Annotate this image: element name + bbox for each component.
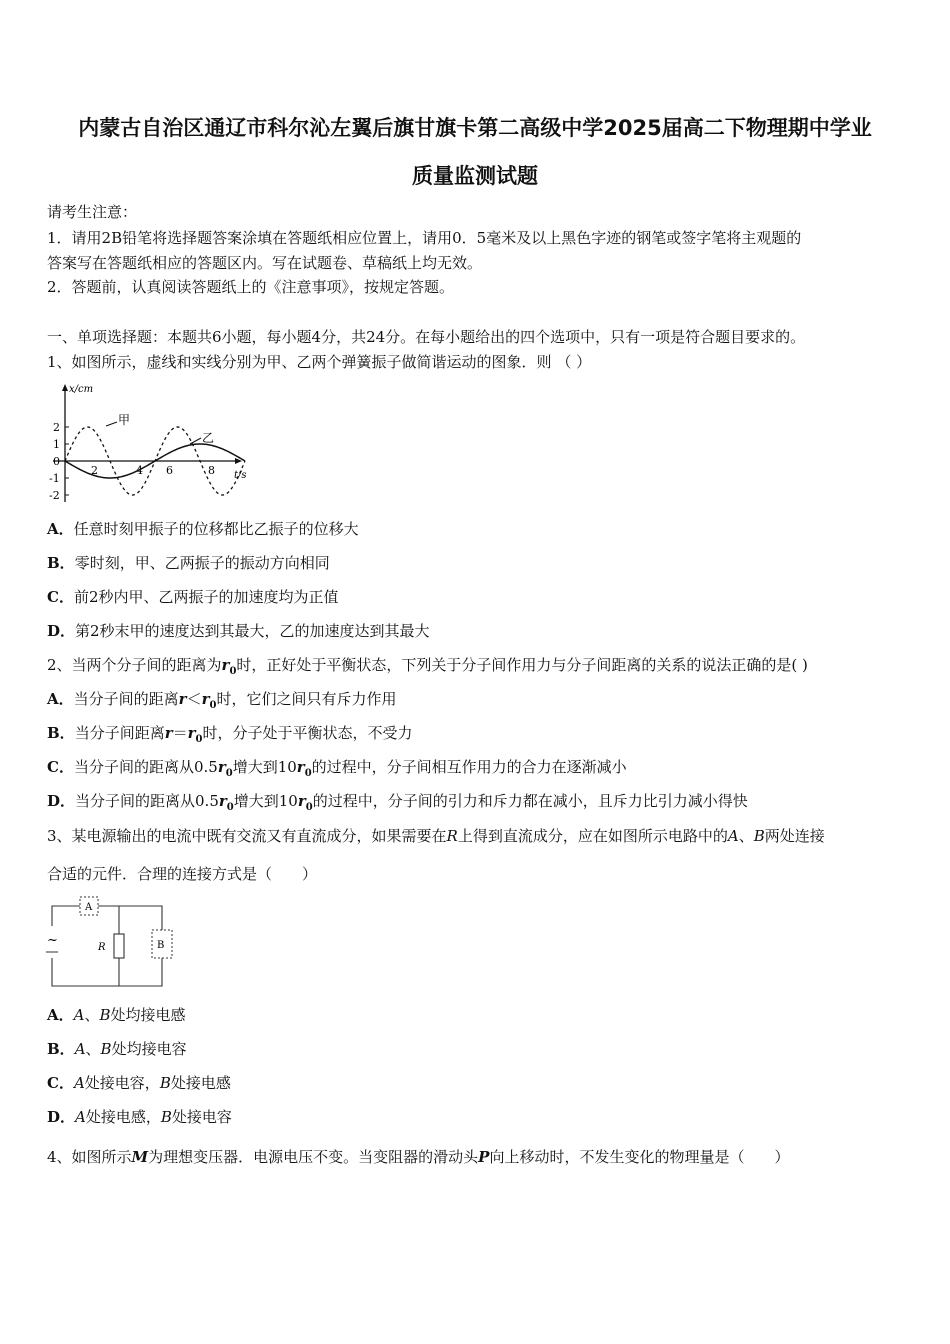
q2-a-op: ＜ xyxy=(186,690,202,708)
q3-b-p4: 处均接电容 xyxy=(111,1040,187,1058)
q4-stem-a: 4、如图所示 xyxy=(47,1148,132,1166)
q2-d-text1: 当分子间的距离从0.5 xyxy=(75,792,219,810)
q1-figure xyxy=(47,380,252,505)
q2-c-sub1: 0 xyxy=(225,768,233,779)
q3-d-p4: 处接电容 xyxy=(171,1108,232,1126)
q2-b-r: r xyxy=(164,724,173,742)
q2-a-r: r xyxy=(178,690,187,708)
q3-b-p2: 、 xyxy=(85,1040,101,1058)
q2-c-text2: 增大到10 xyxy=(232,758,297,776)
q1-option-a xyxy=(47,519,359,539)
x-tick-label-6: 6 xyxy=(166,464,173,477)
q3-circuit-figure xyxy=(44,892,174,992)
q2-stem-b: 时，正好处于平衡状态，下列关于分子间作用力与分子间距离的关系的说法正确的是( ) xyxy=(236,656,808,674)
q1-option-c-text: 前2秒内甲、乙两振子的加速度均为正值 xyxy=(73,588,339,606)
q1-option-d-letter: D． xyxy=(47,622,76,640)
q3-stem-R: R xyxy=(446,827,458,845)
q2-c-r1: r xyxy=(217,758,226,776)
q2-option-d xyxy=(47,791,748,818)
q3-b-p3: B xyxy=(100,1040,112,1058)
q2-stem-a: 2、当两个分子间的距离为 xyxy=(47,656,222,674)
q3-b-p1: A xyxy=(74,1040,86,1058)
q4-stem-c: 向上移动时，不发生变化的物理量是（ ） xyxy=(489,1148,790,1166)
q2-d-sub2: 0 xyxy=(305,802,313,813)
q2-option-c-letter: C． xyxy=(47,758,74,776)
q3-option-b xyxy=(47,1039,187,1059)
q2-stem xyxy=(47,655,808,682)
q2-stem-sub: 0 xyxy=(229,666,237,677)
page-title: 内蒙古自治区通辽市科尔沁左翼后旗甘旗卡第二高级中学2025届高二下物理期中学业 xyxy=(78,116,872,140)
q1-option-c xyxy=(47,587,339,607)
q2-option-a-letter: A． xyxy=(47,690,74,708)
section-heading: 一、单项选择题：本题共6小题，每小题4分，共24分。在每小题给出的四个选项中，只有一项是符合题目要求的。 xyxy=(47,328,806,346)
notice-item-1b: 答案写在答题纸相应的答题区内。写在试题卷、草稿纸上均无效。 xyxy=(47,254,483,272)
page-title-line2: 质量监测试题 xyxy=(412,164,538,188)
q1-option-b-text: 零时刻，甲、乙两振子的振动方向相同 xyxy=(74,554,330,572)
q2-d-sub1: 0 xyxy=(226,802,234,813)
q3-a-p2: 、 xyxy=(84,1006,100,1024)
notice-heading: 请考生注意： xyxy=(47,203,138,221)
label-jia-leader xyxy=(106,422,117,426)
q2-c-text1: 当分子间的距离从0.5 xyxy=(73,758,218,776)
y-tick-label-m2: -2 xyxy=(49,489,60,502)
box-a-label: A xyxy=(85,902,93,913)
q2-b-sub: 0 xyxy=(195,734,203,745)
q2-b-text2: 时，分子处于平衡状态，不受力 xyxy=(202,724,413,742)
notice-item-1a: 1．请用2B铅笔将选择题答案涂填在答题纸相应位置上，请用0．5毫米及以上黑色字迹的钢笔或签字笔将主观题的 xyxy=(47,229,802,247)
x-tick-label-4: 4 xyxy=(136,464,143,477)
q2-option-b xyxy=(47,723,413,750)
q3-c-p4: 处接电感 xyxy=(170,1074,231,1092)
y-tick-label-0: 0 xyxy=(53,455,60,468)
wire-top-right xyxy=(98,906,162,930)
q1-stem: 1、如图所示，虚线和实线分别为甲、乙两个弹簧振子做简谐运动的图象．则 （ ） xyxy=(47,353,592,371)
q3-stem-c: 两处连接 xyxy=(764,827,825,845)
q2-d-r1: r xyxy=(218,792,227,810)
x-axis-label: t/s xyxy=(234,470,247,481)
q2-stem-r: r xyxy=(221,656,230,674)
q3-c-p3: B xyxy=(159,1074,171,1092)
q1-option-b-letter: B． xyxy=(47,554,75,572)
q4-stem-M: M xyxy=(131,1148,149,1166)
q1-option-b xyxy=(47,553,330,573)
q2-a-sub: 0 xyxy=(209,700,217,711)
q3-stem-A: A xyxy=(727,827,739,845)
q3-stem-a: 3、某电源输出的电流中既有交流又有直流成分，如果需要在 xyxy=(47,827,447,845)
q3-circuit xyxy=(44,892,174,992)
q2-b-r0: r xyxy=(187,724,196,742)
q2-option-c xyxy=(47,757,627,784)
q2-c-r2: r xyxy=(296,758,305,776)
box-b-label: B xyxy=(157,940,165,951)
q3-c-p2: 处接电容， xyxy=(84,1074,160,1092)
q1-option-a-letter: A． xyxy=(47,520,74,538)
q1-option-d xyxy=(47,621,430,641)
wire-bottom xyxy=(52,958,162,986)
q3-c-p1: A xyxy=(73,1074,85,1092)
label-yi-leader xyxy=(190,438,201,444)
q2-option-d-letter: D． xyxy=(47,792,76,810)
resistor-r xyxy=(114,934,124,958)
q3-stem-sep: 、 xyxy=(738,827,754,845)
q3-option-c xyxy=(47,1073,231,1093)
q2-c-text3: 的过程中，分子间相互作用力的合力在逐渐减小 xyxy=(311,758,627,776)
q3-a-p4: 处均接电感 xyxy=(110,1006,186,1024)
q2-b-text1: 当分子间距离 xyxy=(74,724,165,742)
q3-stem-B: B xyxy=(753,827,765,845)
q2-d-r2: r xyxy=(297,792,306,810)
q4-stem-b: 为理想变压器．电源电压不变。当变阻器的滑动头 xyxy=(148,1148,479,1166)
q3-d-p2: 处接电感， xyxy=(85,1108,161,1126)
q2-a-r0: r xyxy=(201,690,210,708)
notice-item-2: 2．答题前，认真阅读答题纸上的《注意事项》，按规定答题。 xyxy=(47,278,455,296)
q3-stem-line2: 合适的元件．合理的连接方式是（ ） xyxy=(47,865,318,883)
q2-option-a xyxy=(47,689,396,716)
q3-option-c-letter: C． xyxy=(47,1074,74,1092)
q3-option-d xyxy=(47,1107,232,1127)
q2-d-text3: 的过程中，分子间的引力和斥力都在减小，且斥力比引力减小得快 xyxy=(312,792,748,810)
q1-option-c-letter: C． xyxy=(47,588,74,606)
q1-shm-graph xyxy=(47,380,252,505)
q3-a-p1: A xyxy=(73,1006,85,1024)
q1-option-d-text: 第2秒末甲的速度达到其最大，乙的加速度达到其最大 xyxy=(75,622,430,640)
q2-a-text1: 当分子间的距离 xyxy=(73,690,179,708)
q2-c-sub2: 0 xyxy=(304,768,312,779)
q3-option-b-letter: B． xyxy=(47,1040,75,1058)
q4-stem-P: P xyxy=(478,1148,490,1166)
q2-a-text2: 时，它们之间只有斥力作用 xyxy=(216,690,397,708)
q3-option-a xyxy=(47,1005,186,1025)
q2-b-op: ＝ xyxy=(172,724,188,742)
y-axis-arrow xyxy=(62,384,68,391)
q3-stem-b: 上得到直流成分，应在如图所示电路中的 xyxy=(457,827,728,845)
label-jia: 甲 xyxy=(118,413,131,427)
q3-a-p3: B xyxy=(99,1006,111,1024)
x-tick-label-2: 2 xyxy=(91,464,98,477)
wire-top-left xyxy=(52,906,80,926)
y-tick-label-m1: -1 xyxy=(49,472,60,485)
q3-option-a-letter: A． xyxy=(47,1006,74,1024)
x-tick-label-8: 8 xyxy=(208,464,215,477)
q3-d-p3: B xyxy=(160,1108,172,1126)
y-tick-label-1: 1 xyxy=(53,438,60,451)
ac-source-symbol: ~ xyxy=(47,933,58,948)
resistor-r-label: R xyxy=(98,942,106,953)
q2-d-text2: 增大到10 xyxy=(233,792,298,810)
q1-option-a-text: 任意时刻甲振子的位移都比乙振子的位移大 xyxy=(73,520,359,538)
q3-option-d-letter: D． xyxy=(47,1108,76,1126)
q3-stem xyxy=(47,826,825,846)
q2-option-b-letter: B． xyxy=(47,724,75,742)
label-yi: 乙 xyxy=(202,431,215,445)
q4-stem xyxy=(47,1147,789,1167)
y-tick-label-2: 2 xyxy=(53,421,60,434)
q3-d-p1: A xyxy=(75,1108,86,1126)
y-axis-label: x/cm xyxy=(69,384,94,395)
